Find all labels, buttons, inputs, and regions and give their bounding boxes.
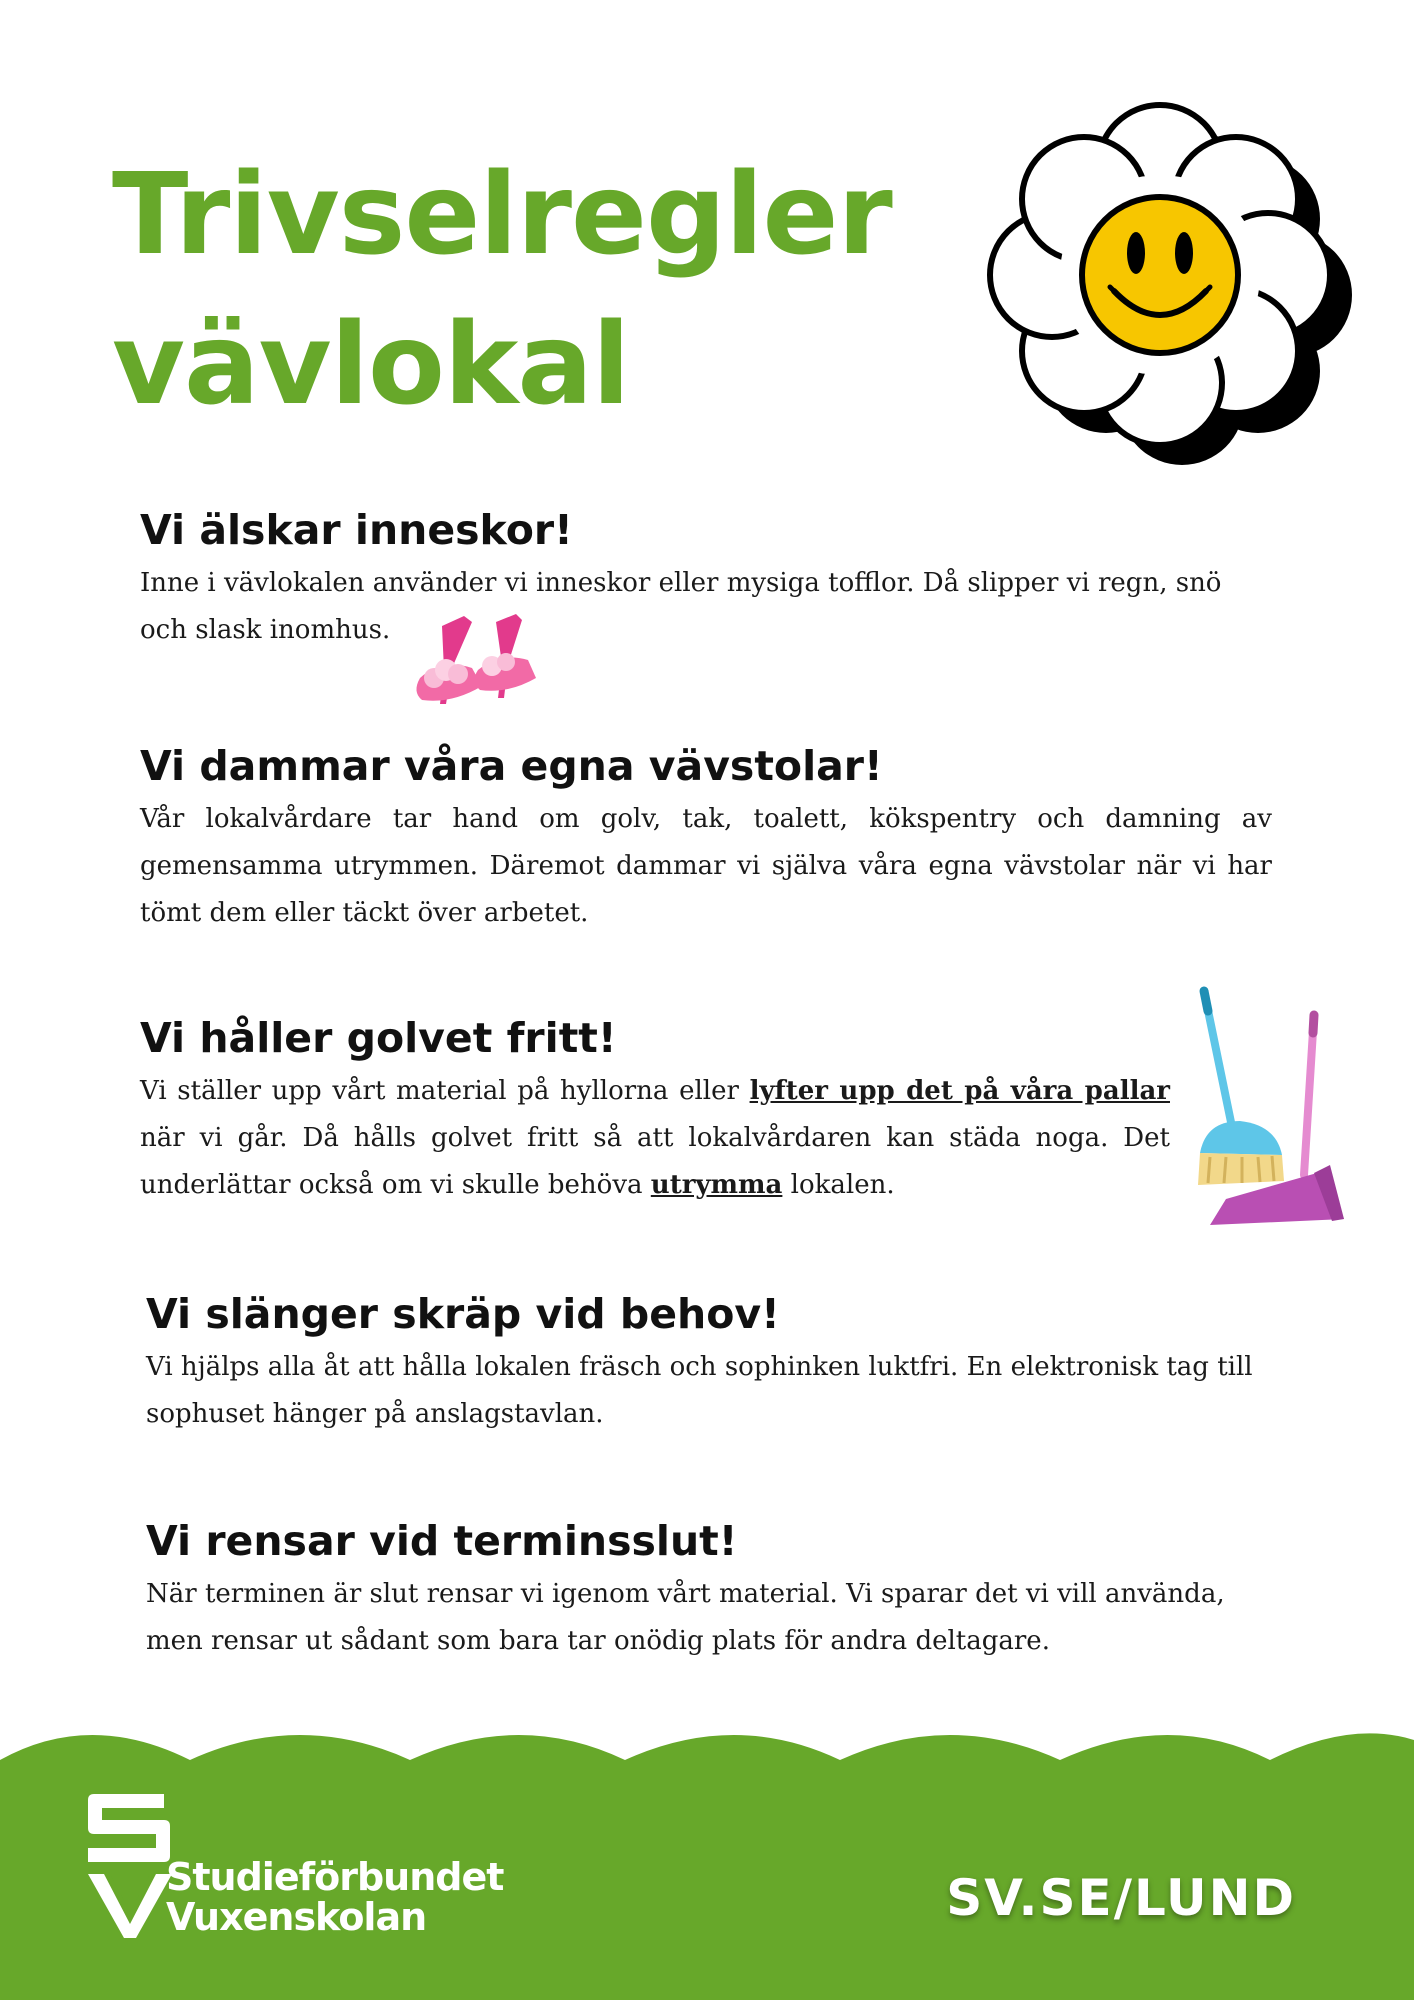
- org-name: [166, 1857, 503, 1937]
- rule-text: Vår lokalvårdare tar hand om golv, tak, toalett, kökspentry och damning av gemensamma utrymmen. Däremot dammar vi själva våra egna vävstolar när vi har tömt dem eller täckt över arbetet.: [140, 804, 1272, 928]
- rule-text-part: Vi ställer upp vårt material på hyllorna eller: [140, 1076, 750, 1106]
- slippers-icon: [412, 608, 542, 714]
- rule-text: Inne i vävlokalen använder vi inneskor eller mysiga tofflor. Då slipper vi regn, snö och slask inomhus.: [140, 568, 1222, 645]
- broom-dustpan-icon: [1196, 985, 1346, 1241]
- rule-section-5: [146, 1513, 1278, 1665]
- rule-section-3: [140, 1010, 1170, 1209]
- title-line-2: vävlokal: [112, 300, 630, 430]
- smiley-flower-icon: [985, 100, 1375, 490]
- rule-heading: Vi dammar våra egna vävstolar!: [140, 742, 883, 790]
- rule-text-part: när vi går. Då hålls golvet fritt så att lokalvårdaren kan städa noga. Det underlättar också om vi skulle behöva: [140, 1123, 1170, 1200]
- rule-text: [140, 1068, 1170, 1209]
- org-name-line-2: Vuxenskolan: [166, 1895, 427, 1939]
- website-link[interactable]: SV.SE/LUND: [946, 1869, 1296, 1927]
- rule-highlight: utrymma: [650, 1170, 783, 1200]
- org-name-line-1: Studieförbundet: [166, 1855, 504, 1899]
- rule-highlight: lyfter upp det på våra pallar: [749, 1076, 1170, 1106]
- rule-text: När terminen är slut rensar vi igenom vårt material. Vi sparar det vi vill använda, men rensar ut sådant som bara tar onödig plats för andra deltagare.: [146, 1579, 1225, 1656]
- rule-heading: Vi älskar inneskor!: [140, 506, 573, 554]
- rule-text: Vi hjälps alla åt att hålla lokalen fräsch och sophinken luktfri. En elektronisk tag till sophuset hänger på anslagstavlan.: [146, 1352, 1253, 1429]
- page-title: [112, 140, 892, 440]
- rule-heading: Vi håller golvet fritt!: [140, 1014, 617, 1062]
- rule-section-1: [140, 502, 1272, 654]
- rule-heading: Vi rensar vid terminsslut!: [146, 1517, 738, 1565]
- rule-heading: Vi slänger skräp vid behov!: [146, 1290, 780, 1338]
- sv-logo-icon: [82, 1790, 177, 1938]
- rule-text-part: lokalen.: [782, 1170, 895, 1200]
- title-line-1: Trivselregler: [112, 150, 892, 280]
- rule-section-4: [146, 1286, 1278, 1438]
- rule-section-2: [140, 738, 1272, 937]
